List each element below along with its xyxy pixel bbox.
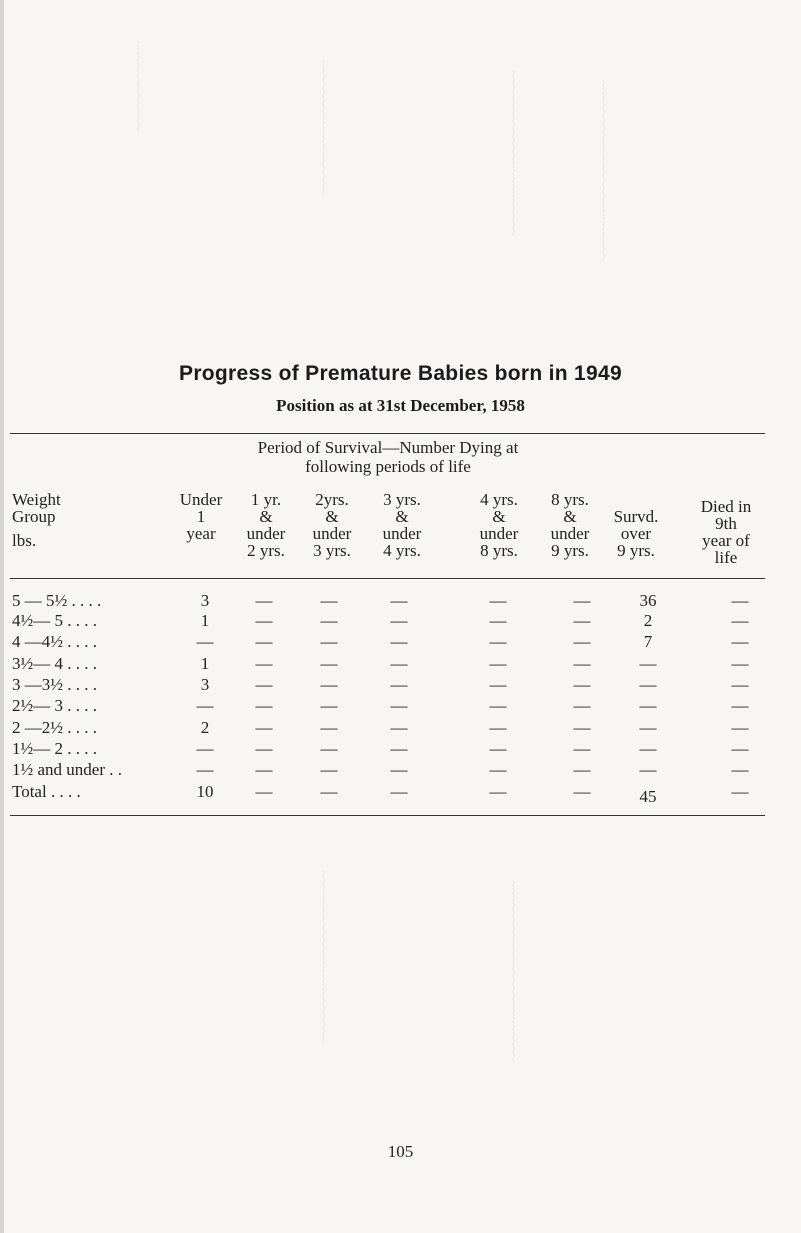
table-top-rule [10,433,765,434]
value-2-to-3-yrs: — [320,782,338,801]
value-died-9th-year: — [731,782,749,801]
page-subtitle: Position as at 31st December, 1958 [276,396,525,415]
value-died-9th-year: — [731,675,749,694]
column-header-weight [12,491,92,549]
value-3-to-4-yrs: — [390,739,408,758]
header-line: year [186,524,216,543]
value-under-1-year: 10 [196,782,214,801]
value-3-to-4-yrs: — [390,591,408,610]
value-under-1-year: 1 [200,611,210,630]
column-header-died-9th-year [686,498,766,566]
header-line: 1 yr. [250,490,282,509]
value-3-to-4-yrs: — [390,696,408,715]
value-survived: 45 [639,787,657,806]
value-survived: — [639,760,657,779]
header-line: 3 yrs. [383,490,421,509]
column-header-1-to-2-yrs [238,491,294,559]
weight-group: 3½— 4 . . . . [12,654,97,673]
value-4-to-8-yrs: — [489,632,507,651]
value-under-1-year: — [196,696,214,715]
value-1-to-2-yrs: — [255,675,273,694]
header-line: under [312,524,352,543]
value-8-to-9-yrs: — [573,718,591,737]
value-died-9th-year: — [731,718,749,737]
value-survived: — [639,696,657,715]
bleed-through-text: ~~~~~~~~~~~~ ~~~~~~~~~~~~~~~~~~ ~~~~~~~~~~~~~~~~~~~~~~ ~~~~~~~~~~~~~~~~~~~~~~~~ ~~~~~~~~~~~~~~~~~~~~~~~ ~~~~~~~~~~~~~~~~~~~~~~~~ [130,40,610,1062]
header-line: under [246,524,286,543]
value-1-to-2-yrs: — [255,591,273,610]
value-2-to-3-yrs: — [320,591,338,610]
period-header-line: Period of Survival—Number Dying at [257,438,519,457]
value-died-9th-year: — [731,696,749,715]
header-line: 1 [196,507,206,526]
value-4-to-8-yrs: — [489,675,507,694]
header-line: under [479,524,519,543]
value-under-1-year: 3 [200,591,210,610]
weight-group: 1½— 2 . . . . [12,739,97,758]
header-line: & [492,507,506,526]
value-3-to-4-yrs: — [390,760,408,779]
value-3-to-4-yrs: — [390,632,408,651]
value-4-to-8-yrs: — [489,782,507,801]
value-2-to-3-yrs: — [320,611,338,630]
period-header-line: following periods of life [305,457,471,476]
value-died-9th-year: — [731,632,749,651]
value-2-to-3-yrs: — [320,718,338,737]
value-3-to-4-yrs: — [390,654,408,673]
value-1-to-2-yrs: — [255,696,273,715]
weight-group: Total . . . . [12,782,81,801]
value-died-9th-year: — [731,611,749,630]
value-8-to-9-yrs: — [573,739,591,758]
header-line: 9th [715,514,737,533]
header-line: life [714,548,738,567]
value-4-to-8-yrs: — [489,696,507,715]
weight-group: 5 — 5½ . . . . [12,591,102,610]
value-died-9th-year: — [731,739,749,758]
value-1-to-2-yrs: — [255,760,273,779]
value-2-to-3-yrs: — [320,632,338,651]
value-survived: 2 [643,611,653,630]
value-2-to-3-yrs: — [320,654,338,673]
value-survived: — [639,739,657,758]
value-8-to-9-yrs: — [573,760,591,779]
value-3-to-4-yrs: — [390,782,408,801]
value-died-9th-year: — [731,760,749,779]
header-line: & [325,507,339,526]
header-line: under [550,524,590,543]
header-line: 9 yrs. [551,541,589,560]
header-line: 4 yrs. [480,490,518,509]
header-line: Died in [700,497,752,516]
header-line: Survd. [613,507,659,526]
value-8-to-9-yrs: — [573,654,591,673]
value-4-to-8-yrs: — [489,611,507,630]
value-4-to-8-yrs: — [489,760,507,779]
period-header [213,438,563,476]
value-8-to-9-yrs: — [573,675,591,694]
header-line: & [259,507,273,526]
value-8-to-9-yrs: — [573,782,591,801]
value-4-to-8-yrs: — [489,654,507,673]
header-line: over [620,524,652,543]
value-1-to-2-yrs: — [255,654,273,673]
value-8-to-9-yrs: — [573,632,591,651]
column-header-survived [600,508,672,559]
header-line: 2yrs. [315,490,349,509]
header-line: 4 yrs. [383,541,421,560]
value-3-to-4-yrs: — [390,611,408,630]
value-survived: 7 [643,632,653,651]
value-8-to-9-yrs: — [573,591,591,610]
column-header-4-to-8-yrs [469,491,529,559]
header-line: 2 yrs. [247,541,285,560]
column-header-3-to-4-yrs [372,491,432,559]
value-1-to-2-yrs: — [255,611,273,630]
header-line: under [382,524,422,543]
column-header-under-1-year [173,491,229,542]
header-line: & [563,507,577,526]
weight-group: 1½ and under . . [12,760,123,779]
page-title: Progress of Premature Babies born in 1949 [179,362,622,385]
table-bottom-rule [10,815,765,816]
header-line: lbs. [12,531,37,550]
header-line: 9 yrs. [617,541,655,560]
value-survived: 36 [639,591,657,610]
value-under-1-year: — [196,760,214,779]
value-2-to-3-yrs: — [320,739,338,758]
value-under-1-year: — [196,632,214,651]
header-line: 3 yrs. [313,541,351,560]
value-4-to-8-yrs: — [489,718,507,737]
header-bottom-rule [10,578,765,579]
column-header-2-to-3-yrs [302,491,362,559]
weight-group: 3 —3½ . . . . [12,675,97,694]
value-survived: — [639,654,657,673]
value-1-to-2-yrs: — [255,782,273,801]
value-8-to-9-yrs: — [573,611,591,630]
value-under-1-year: — [196,739,214,758]
value-died-9th-year: — [731,591,749,610]
page-number: 105 [387,1142,414,1161]
header-line: 8 yrs. [551,490,589,509]
value-under-1-year: 1 [200,654,210,673]
value-under-1-year: 2 [200,718,210,737]
header-line: & [395,507,409,526]
weight-group: 4 —4½ . . . . [12,632,97,651]
value-3-to-4-yrs: — [390,675,408,694]
value-2-to-3-yrs: — [320,760,338,779]
header-line: Weight [12,490,61,509]
column-header-8-to-9-yrs [540,491,600,559]
value-survived: — [639,718,657,737]
value-under-1-year: 3 [200,675,210,694]
page-edge-shadow [0,0,4,1233]
value-2-to-3-yrs: — [320,675,338,694]
weight-group: 2 —2½ . . . . [12,718,97,737]
weight-group: 2½— 3 . . . . [12,696,97,715]
value-1-to-2-yrs: — [255,632,273,651]
header-line: year of [702,531,750,550]
value-2-to-3-yrs: — [320,696,338,715]
value-died-9th-year: — [731,654,749,673]
value-survived: — [639,675,657,694]
header-line: Group [12,507,56,526]
value-1-to-2-yrs: — [255,739,273,758]
value-3-to-4-yrs: — [390,718,408,737]
value-1-to-2-yrs: — [255,718,273,737]
value-4-to-8-yrs: — [489,591,507,610]
value-4-to-8-yrs: — [489,739,507,758]
weight-group: 4½— 5 . . . . [12,611,97,630]
header-line: Under [179,490,223,509]
header-line: 8 yrs. [480,541,518,560]
value-8-to-9-yrs: — [573,696,591,715]
